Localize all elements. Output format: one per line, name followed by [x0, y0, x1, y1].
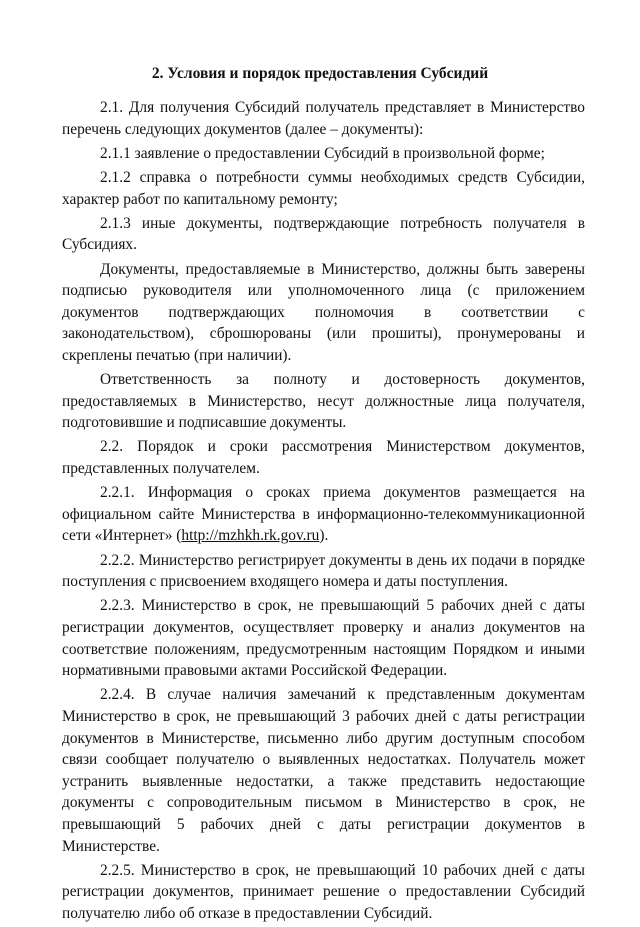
- link-suffix: ).: [319, 527, 329, 545]
- paragraph-2-2-1-text: 2.2.1. Информация о сроках приема документов размещается на официальном сайте Министерства в информационно-телекоммуникационной сети «Интернет» (: [62, 484, 585, 545]
- paragraph-2-2-5: 2.2.5. Министерство в срок, не превышающий 10 рабочих дней с даты регистрации документов, принимает решение о предоставлении Субсидий получателю либо об отказе в предоставлении Субсидий.: [62, 861, 585, 922]
- paragraph-2-1-1: 2.1.1 заявление о предоставлении Субсидий в произвольной форме;: [100, 144, 545, 162]
- paragraph-documents-requirements: Документы, предоставляемые в Министерство, должны быть заверены подписью руководителя или уполномоченного лица (с приложением документов подтверждающих полномочия в соответствии с законодательством), сброшюрованы (или прошиты), пронумерованы и скреплены печатью (при наличии).: [62, 260, 585, 364]
- paragraph-2-1: 2.1. Для получения Субсидий получатель представляет в Министерство перечень следующих документов (далее – документы):: [62, 99, 585, 138]
- paragraph-2-1-3: 2.1.3 иные документы, подтверждающие потребность получателя в Субсидиях.: [62, 214, 585, 254]
- paragraph-2-2-2: 2.2.2. Министерство регистрирует документы в день их подачи в порядке поступления с присвоением входящего номера и даты поступления.: [62, 551, 585, 591]
- paragraph-responsibility: Ответственность за полноту и достоверность документов, предоставляемых в Министерство, несут должностные лица получателя, подготовившие и подписавшие документы.: [62, 371, 585, 432]
- document-body: [62, 97, 585, 927]
- paragraph-2-2: 2.2. Порядок и сроки рассмотрения Министерством документов, представленных получателем.: [62, 438, 585, 478]
- section-title: 2. Условия и порядок предоставления Субсидий: [151, 65, 489, 82]
- paragraph-2-1-2: 2.1.2 справка о потребности суммы необходимых средств Субсидии, характер работ по капитальному ремонту;: [62, 168, 585, 208]
- paragraph-2-2-1: [62, 482, 585, 547]
- paragraph-2-2-4: 2.2.4. В случае наличия замечаний к представленным документам Министерство в срок, не превышающий 3 рабочих дней с даты регистрации документов в Министерстве, письменно либо другим доступным способом связи сообщает получателю о выявленных недостатках. Получатель может устранить выявленные недостатки, а также представить недостающие документы с сопроводительным письмом в Министерство в срок, не превышающий 5 рабочих дней с даты регистрации документов в Министерстве.: [62, 686, 585, 855]
- paragraph-2-2-3: 2.2.3. Министерство в срок, не превышающий 5 рабочих дней с даты регистрации документов, осуществляет проверку и анализ документов на соответствие положениям, предусмотренным настоящим Порядком и иными нормативными правовыми актами Российской Федерации.: [62, 597, 585, 680]
- ministry-website-link[interactable]: http://mzhkh.rk.gov.ru: [181, 527, 320, 545]
